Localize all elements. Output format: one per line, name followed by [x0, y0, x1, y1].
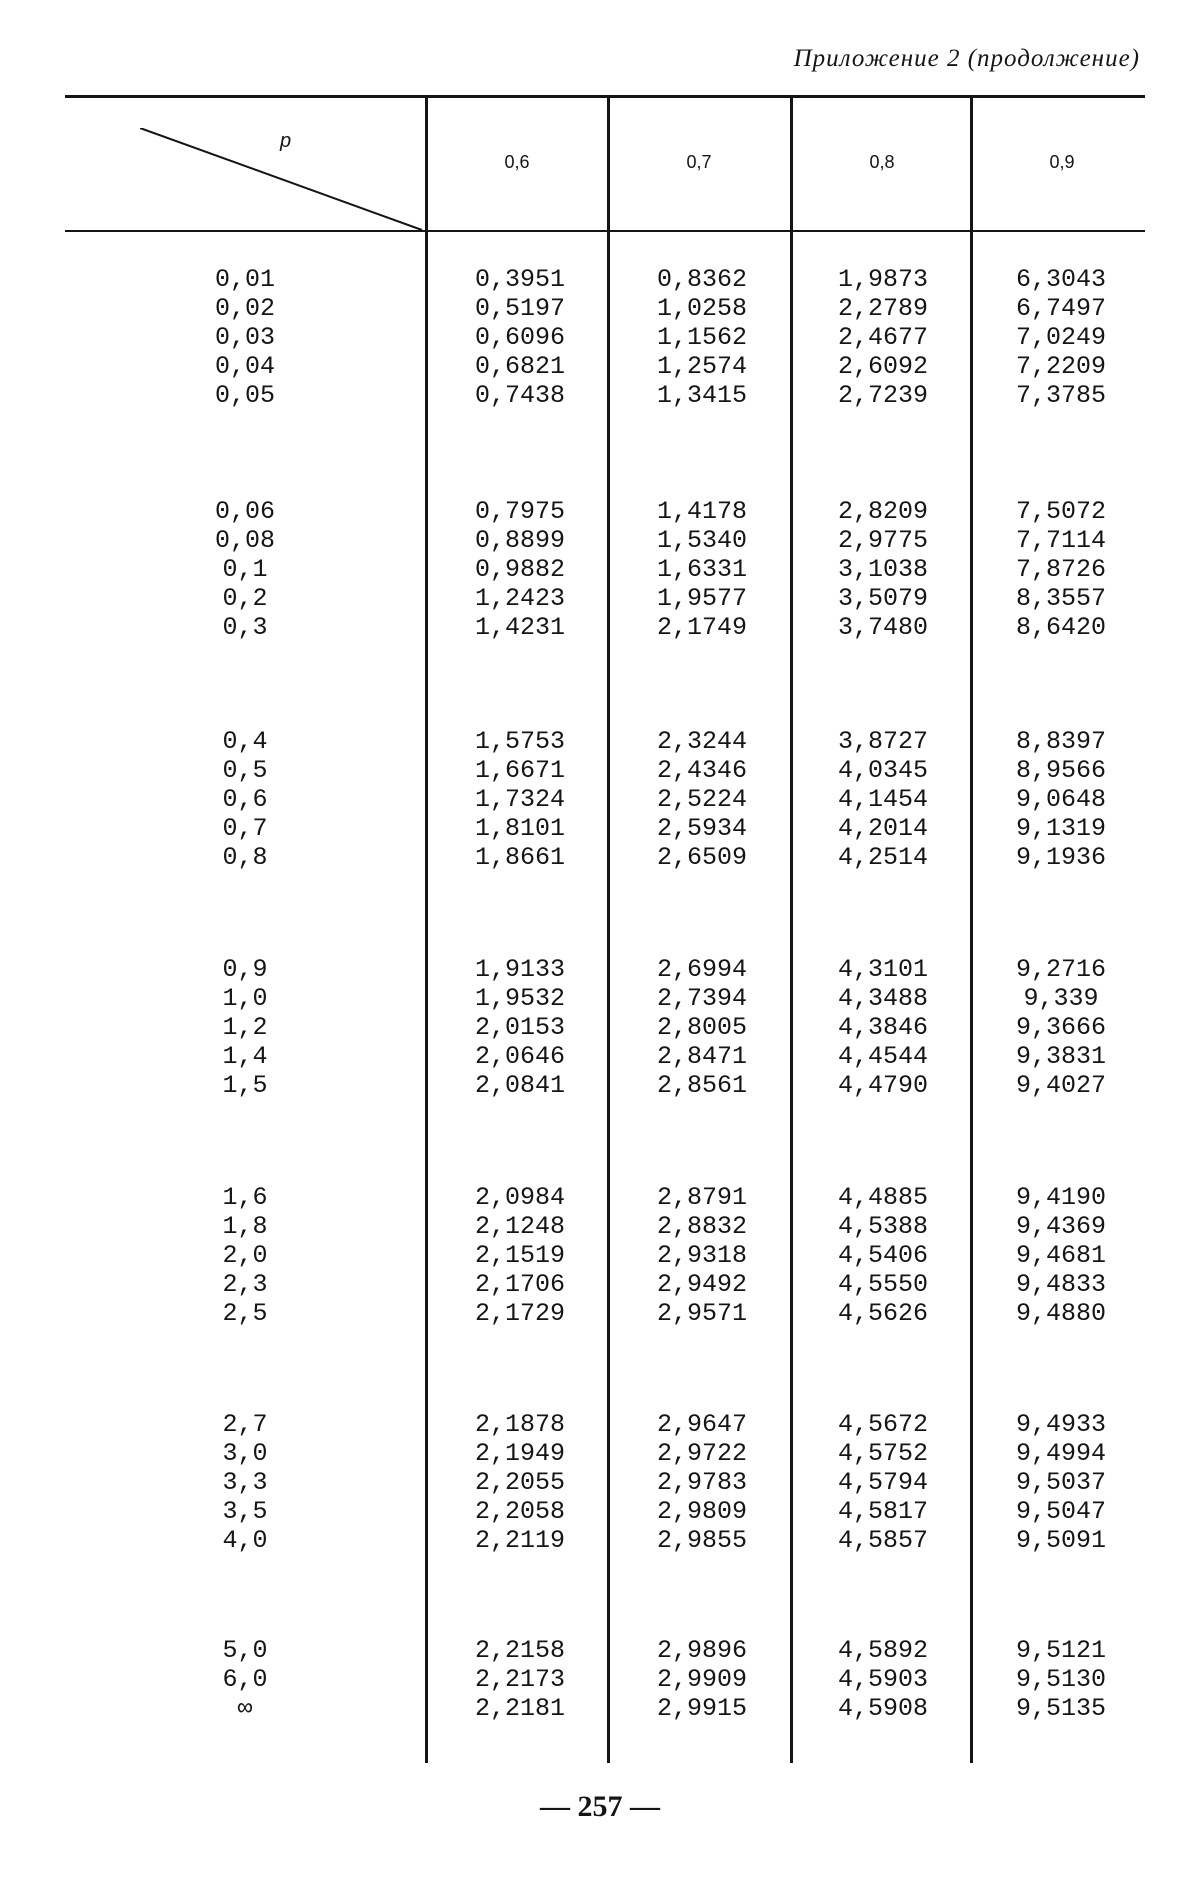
- header-caption: Приложение 2 (продолжение): [793, 45, 1140, 72]
- table-cell: 4,5550: [837, 1270, 928, 1299]
- row-label: 1,8: [222, 1212, 268, 1241]
- table-cell: 9,4833: [1015, 1270, 1106, 1299]
- table-cell: 2,1729: [474, 1299, 565, 1328]
- table-row: [0, 323, 1200, 352]
- row-label: 6,0: [222, 1665, 268, 1694]
- table-cell: 2,9915: [656, 1694, 747, 1723]
- table-row-group: [0, 955, 1200, 1100]
- table-cell: 2,8471: [656, 1042, 747, 1071]
- table-cell: 9,4681: [1015, 1241, 1106, 1270]
- row-label: 4,0: [222, 1526, 268, 1555]
- row-label: 1,5: [222, 1071, 268, 1100]
- table-row: [0, 1497, 1200, 1526]
- row-label: 1,2: [222, 1013, 268, 1042]
- table-cell: 1,8661: [474, 843, 565, 872]
- row-label: 2,7: [222, 1410, 268, 1439]
- table-cell: 9,4190: [1015, 1183, 1106, 1212]
- row-label: 0,08: [214, 526, 275, 555]
- table-cell: 2,1878: [474, 1410, 565, 1439]
- row-label: ∞: [237, 1694, 253, 1723]
- table-cell: 1,9532: [474, 984, 565, 1013]
- table-cell: 9,5135: [1015, 1694, 1106, 1723]
- row-label: 0,3: [222, 613, 268, 642]
- table-top-rule: [65, 95, 1145, 98]
- table-cell: 8,8397: [1015, 727, 1106, 756]
- table-cell: 0,7438: [474, 381, 565, 410]
- table-row: [0, 1270, 1200, 1299]
- table-cell: 2,6994: [656, 955, 747, 984]
- table-cell: 2,0153: [474, 1013, 565, 1042]
- table-cell: 0,8362: [656, 265, 747, 294]
- row-label: 0,7: [222, 814, 268, 843]
- row-label: 3,5: [222, 1497, 268, 1526]
- table-cell: 4,2014: [837, 814, 928, 843]
- table-cell: 1,8101: [474, 814, 565, 843]
- table-cell: 1,9133: [474, 955, 565, 984]
- row-label: 0,5: [222, 756, 268, 785]
- table-cell: 1,6671: [474, 756, 565, 785]
- row-label: 1,0: [222, 984, 268, 1013]
- table-cell: 1,4231: [474, 613, 565, 642]
- table-cell: 4,2514: [837, 843, 928, 872]
- table-cell: 4,4885: [837, 1183, 928, 1212]
- row-label: 0,6: [222, 785, 268, 814]
- row-label: 2,5: [222, 1299, 268, 1328]
- table-cell: 4,5794: [837, 1468, 928, 1497]
- table-cell: 2,2181: [474, 1694, 565, 1723]
- table-cell: 2,9775: [837, 526, 928, 555]
- table-cell: 2,1706: [474, 1270, 565, 1299]
- table-cell: 9,3666: [1015, 1013, 1106, 1042]
- table-cell: 9,0648: [1015, 785, 1106, 814]
- table-cell: 4,5903: [837, 1665, 928, 1694]
- table-cell: 9,5037: [1015, 1468, 1106, 1497]
- table-row: [0, 1410, 1200, 1439]
- table-row: [0, 555, 1200, 584]
- table-cell: 8,3557: [1015, 584, 1106, 613]
- column-header-1: 0,7: [686, 152, 712, 172]
- table-cell: 6,7497: [1015, 294, 1106, 323]
- table-cell: 2,9647: [656, 1410, 747, 1439]
- table-cell: 2,9722: [656, 1439, 747, 1468]
- table-cell: 2,6092: [837, 352, 928, 381]
- table-cell: 9,1319: [1015, 814, 1106, 843]
- table-cell: 2,9492: [656, 1270, 747, 1299]
- column-header-2: 0,8: [869, 152, 895, 172]
- table-row: [0, 814, 1200, 843]
- table-cell: 0,9882: [474, 555, 565, 584]
- table-cell: 2,9855: [656, 1526, 747, 1555]
- table-row-group: [0, 1410, 1200, 1555]
- table-row: [0, 265, 1200, 294]
- table-row: [0, 756, 1200, 785]
- table-cell: 0,6821: [474, 352, 565, 381]
- table-cell: 7,8726: [1015, 555, 1106, 584]
- table-cell: 8,9566: [1015, 756, 1106, 785]
- table-cell: 9,5121: [1015, 1636, 1106, 1665]
- table-cell: 2,8791: [656, 1183, 747, 1212]
- table-cell: 0,6096: [474, 323, 565, 352]
- table-cell: 9,4880: [1015, 1299, 1106, 1328]
- table-cell: 2,6509: [656, 843, 747, 872]
- table-cell: 2,2173: [474, 1665, 565, 1694]
- table-cell: 9,5130: [1015, 1665, 1106, 1694]
- table-cell: 1,9873: [837, 265, 928, 294]
- table-cell: 2,5934: [656, 814, 747, 843]
- table-row-group: [0, 1183, 1200, 1328]
- table-cell: 2,0841: [474, 1071, 565, 1100]
- table-cell: 4,3488: [837, 984, 928, 1013]
- table-row: [0, 843, 1200, 872]
- table-row: [0, 1665, 1200, 1694]
- table-cell: 4,5672: [837, 1410, 928, 1439]
- table-cell: 4,5817: [837, 1497, 928, 1526]
- table-cell: 9,4027: [1015, 1071, 1106, 1100]
- table-cell: 4,0345: [837, 756, 928, 785]
- table-cell: 2,9783: [656, 1468, 747, 1497]
- column-header-3: 0,9: [1049, 152, 1075, 172]
- table-cell: 1,4178: [656, 497, 747, 526]
- table-cell: 7,5072: [1015, 497, 1106, 526]
- table-cell: 2,7239: [837, 381, 928, 410]
- table-cell: 9,3831: [1015, 1042, 1106, 1071]
- table-cell: 6,3043: [1015, 265, 1106, 294]
- table-cell: 9,5047: [1015, 1497, 1106, 1526]
- table-cell: 9,2716: [1015, 955, 1106, 984]
- row-label: 0,4: [222, 727, 268, 756]
- table-cell: 4,5908: [837, 1694, 928, 1723]
- row-label: 2,3: [222, 1270, 268, 1299]
- table-row: [0, 1636, 1200, 1665]
- table-row: [0, 497, 1200, 526]
- table-row: [0, 584, 1200, 613]
- row-label: 3,3: [222, 1468, 268, 1497]
- table-cell: 2,9318: [656, 1241, 747, 1270]
- table-cell: 4,5388: [837, 1212, 928, 1241]
- table-cell: 1,1562: [656, 323, 747, 352]
- table-row: [0, 955, 1200, 984]
- table-cell: 9,1936: [1015, 843, 1106, 872]
- table-cell: 2,0984: [474, 1183, 565, 1212]
- table-cell: 8,6420: [1015, 613, 1106, 642]
- table-cell: 4,5857: [837, 1526, 928, 1555]
- table-cell: 2,8209: [837, 497, 928, 526]
- table-cell: 0,7975: [474, 497, 565, 526]
- table-cell: 4,4544: [837, 1042, 928, 1071]
- table-row-group: [0, 727, 1200, 872]
- table-row: [0, 785, 1200, 814]
- table-cell: 9,4994: [1015, 1439, 1106, 1468]
- table-cell: 7,3785: [1015, 381, 1106, 410]
- table-cell: 2,2058: [474, 1497, 565, 1526]
- table-cell: 2,2055: [474, 1468, 565, 1497]
- row-label: 0,9: [222, 955, 268, 984]
- table-cell: 9,4369: [1015, 1212, 1106, 1241]
- table-cell: 4,4790: [837, 1071, 928, 1100]
- table-cell: 0,8899: [474, 526, 565, 555]
- table-cell: 0,5197: [474, 294, 565, 323]
- table-cell: 2,3244: [656, 727, 747, 756]
- table-cell: 7,2209: [1015, 352, 1106, 381]
- table-cell: 2,4346: [656, 756, 747, 785]
- table-row: [0, 1468, 1200, 1497]
- table-cell: 9,339: [1023, 984, 1099, 1013]
- table-cell: 2,0646: [474, 1042, 565, 1071]
- row-label: 1,6: [222, 1183, 268, 1212]
- column-header-0: 0,6: [504, 152, 530, 172]
- row-label: 1,4: [222, 1042, 268, 1071]
- table-cell: 2,1949: [474, 1439, 565, 1468]
- table-cell: 4,5892: [837, 1636, 928, 1665]
- table-cell: 2,1248: [474, 1212, 565, 1241]
- table-cell: 9,4933: [1015, 1410, 1106, 1439]
- row-label: 0,01: [214, 265, 275, 294]
- table-cell: 3,5079: [837, 584, 928, 613]
- row-label: 0,04: [214, 352, 275, 381]
- table-cell: 1,7324: [474, 785, 565, 814]
- table-cell: 1,5753: [474, 727, 565, 756]
- table-row: [0, 381, 1200, 410]
- page-number: — 257 —: [540, 1790, 660, 1823]
- table-row: [0, 526, 1200, 555]
- table-cell: 2,4677: [837, 323, 928, 352]
- table-cell: 2,5224: [656, 785, 747, 814]
- table-cell: 1,2574: [656, 352, 747, 381]
- table-row: [0, 294, 1200, 323]
- table-row: [0, 1526, 1200, 1555]
- table-row: [0, 1071, 1200, 1100]
- table-row: [0, 1042, 1200, 1071]
- table-cell: 2,2158: [474, 1636, 565, 1665]
- row-label: 3,0: [222, 1439, 268, 1468]
- table-row: [0, 352, 1200, 381]
- table-cell: 2,9896: [656, 1636, 747, 1665]
- table-cell: 2,8832: [656, 1212, 747, 1241]
- table-cell: 0,3951: [474, 265, 565, 294]
- table-row-group: [0, 497, 1200, 642]
- table-row: [0, 727, 1200, 756]
- table-cell: 4,3846: [837, 1013, 928, 1042]
- table-row: [0, 1212, 1200, 1241]
- table-cell: 1,6331: [656, 555, 747, 584]
- table-cell: 2,2789: [837, 294, 928, 323]
- table-cell: 2,7394: [656, 984, 747, 1013]
- table-corner-label: p: [280, 130, 292, 152]
- row-label: 0,05: [214, 381, 275, 410]
- table-row: [0, 984, 1200, 1013]
- table-cell: 2,1519: [474, 1241, 565, 1270]
- table-row: [0, 1694, 1200, 1723]
- table-cell: 7,7114: [1015, 526, 1106, 555]
- table-cell: 2,9909: [656, 1665, 747, 1694]
- table-cell: 3,8727: [837, 727, 928, 756]
- table-row: [0, 613, 1200, 642]
- row-label: 0,2: [222, 584, 268, 613]
- table-cell: 4,5752: [837, 1439, 928, 1468]
- table-row-group: [0, 265, 1200, 410]
- table-cell: 1,5340: [656, 526, 747, 555]
- table-cell: 3,7480: [837, 613, 928, 642]
- table-row: [0, 1241, 1200, 1270]
- table-cell: 9,5091: [1015, 1526, 1106, 1555]
- row-label: 0,1: [222, 555, 268, 584]
- table-row: [0, 1013, 1200, 1042]
- table-cell: 3,1038: [837, 555, 928, 584]
- table-row: [0, 1183, 1200, 1212]
- row-label: 5,0: [222, 1636, 268, 1665]
- table-cell: 2,8005: [656, 1013, 747, 1042]
- row-label: 0,06: [214, 497, 275, 526]
- table-row-group: [0, 1636, 1200, 1723]
- row-label: 0,02: [214, 294, 275, 323]
- table-cell: 2,9571: [656, 1299, 747, 1328]
- table-cell: 2,8561: [656, 1071, 747, 1100]
- row-label: 0,8: [222, 843, 268, 872]
- table-cell: 4,1454: [837, 785, 928, 814]
- table-cell: 4,5406: [837, 1241, 928, 1270]
- row-label: 0,03: [214, 323, 275, 352]
- table-row: [0, 1439, 1200, 1468]
- table-cell: 2,2119: [474, 1526, 565, 1555]
- table-cell: 1,3415: [656, 381, 747, 410]
- table-cell: 2,9809: [656, 1497, 747, 1526]
- table-cell: 4,5626: [837, 1299, 928, 1328]
- table-cell: 1,2423: [474, 584, 565, 613]
- row-label: 2,0: [222, 1241, 268, 1270]
- table-cell: 1,9577: [656, 584, 747, 613]
- table-cell: 1,0258: [656, 294, 747, 323]
- table-row: [0, 1299, 1200, 1328]
- table-cell: 2,1749: [656, 613, 747, 642]
- table-cell: 7,0249: [1015, 323, 1106, 352]
- table-cell: 4,3101: [837, 955, 928, 984]
